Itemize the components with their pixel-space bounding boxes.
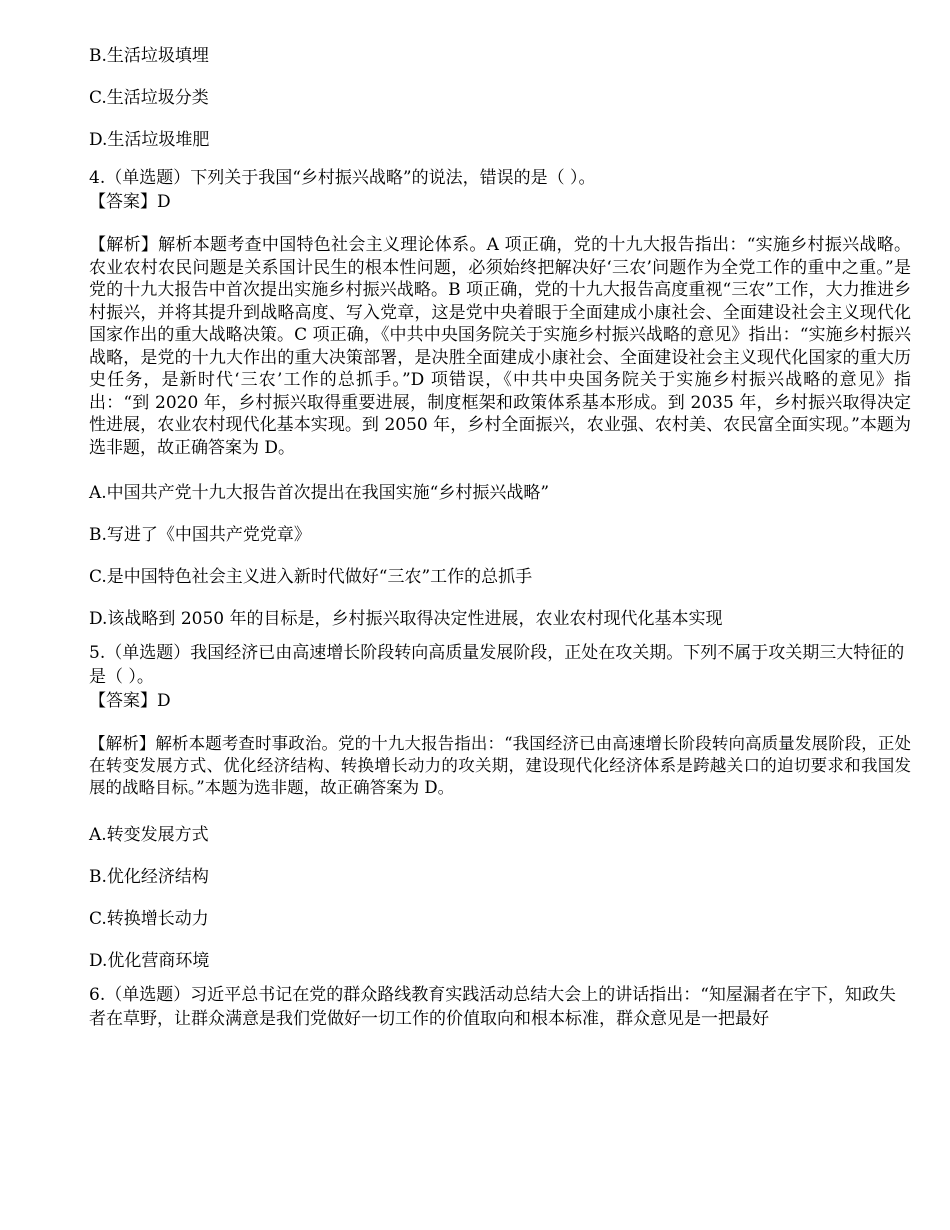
q5-analysis: 【解析】解析本题考查时事政治。党的十九大报告指出：“我国经济已由高速增长阶段转向高质量发展阶段，正处在转变发展方式、优化经济结构、转换增长动力的攻关期，建设现代化经济体系是跨越关口的迫切要求和我国发展的战略目标。”本题为选非题，故正确答案为 D。: [89, 734, 911, 797]
q4-option-c: C.是中国特色社会主义进入新时代做好“三农”工作的总抓手: [89, 567, 533, 587]
q4-option-d: D.该战略到 2050 年的目标是，乡村振兴取得决定性进展，农业农村现代化基本实现: [89, 609, 723, 629]
q5-answer: 【答案】D: [89, 691, 171, 711]
q3-option-d: D.生活垃圾堆肥: [89, 130, 210, 150]
q6-question: 6.（单选题）习近平总书记在党的群众路线教育实践活动总结大会上的讲话指出：“知屋漏者在宇下，知政失者在草野，让群众满意是我们党做好一切工作的价值取向和根本标准，群众意见是一把最好: [89, 985, 896, 1029]
q5-question: 5.（单选题）我国经济已由高速增长阶段转向高质量发展阶段，正处在攻关期。下列不属于攻关期三大特征的是（ ）。: [89, 643, 905, 687]
q5-option-c: C.转换增长动力: [89, 909, 209, 929]
q5-option-d: D.优化营商环境: [89, 951, 210, 971]
document-page: [89, 44, 911, 1031]
q3-option-b: B.生活垃圾填埋: [89, 46, 209, 66]
q3-option-c: C.生活垃圾分类: [89, 88, 209, 108]
q5-option-a: A.转变发展方式: [89, 825, 209, 845]
q4-option-a: A.中国共产党十九大报告首次提出在我国实施“乡村振兴战略”: [89, 483, 550, 503]
q5-option-b: B.优化经济结构: [89, 867, 209, 887]
q4-answer: 【答案】D: [89, 192, 171, 212]
q4-analysis: 【解析】解析本题考查中国特色社会主义理论体系。A 项正确，党的十九大报告指出：“实施乡村振兴战略。农业农村农民问题是关系国计民生的根本性问题，必须始终把解决好‘三农’问题作为全党工作的重中之重。”是党的十九大报告中首次提出实施乡村振兴战略。B 项正确，党的十九大报告高度重视“三农”工作，大力推进乡村振兴，并将其提升到战略高度、写入党章，这是党中央着眼于全面建成小康社会、全面建设社会主义现代化国家作出的重大战略决策。C 项正确，《中共中央国务院关于实施乡村振兴战略的意见》指出：“实施乡村振兴战略，是党的十九大作出的重大决策部署，是决胜全面建成小康社会、全面建设社会主义现代化国家的重大历史任务，是新时代‘三农’工作的总抓手。”D 项错误，《中共中央国务院关于实施乡村振兴战略的意见》指出：“到 2020 年，乡村振兴取得重要进展，制度框架和政策体系基本形成。到 2035 年，乡村振兴取得决定性进展，农业农村现代化基本实现。到 2050 年，乡村全面振兴，农业强、农村美、农民富全面实现。”本题为选非题，故正确答案为 D。: [89, 235, 911, 458]
q4-question: 4.（单选题）下列关于我国“乡村振兴战略”的说法，错误的是（ ）。: [89, 168, 596, 188]
q4-option-b: B.写进了《中国共产党党章》: [89, 525, 311, 545]
